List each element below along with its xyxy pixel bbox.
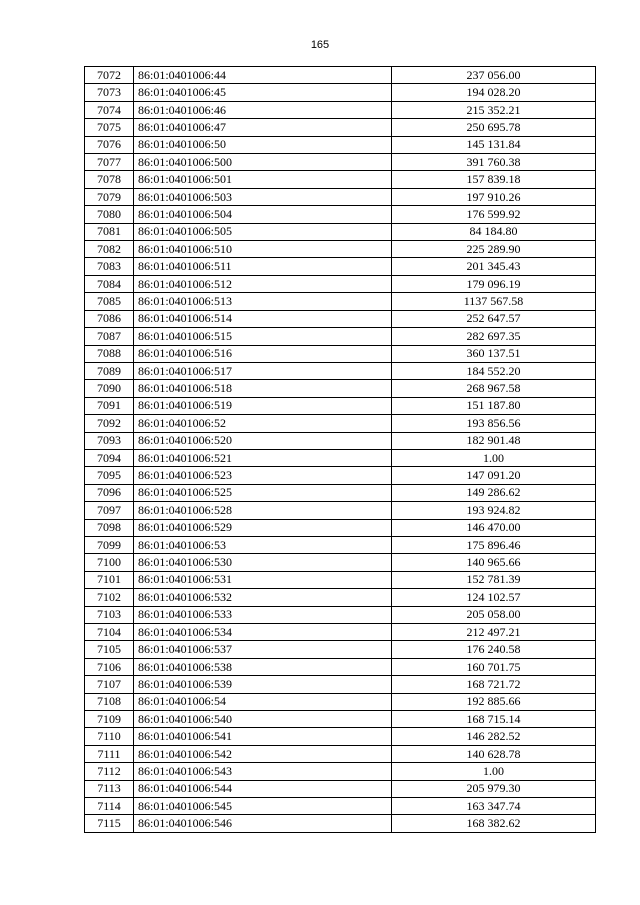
cadastral-number-cell: 86:01:0401006:520: [134, 432, 392, 449]
cadastral-value-cell: 145 131.84: [392, 136, 596, 153]
table-row: [85, 467, 596, 484]
table-row: [85, 154, 596, 171]
row-number-cell: 7113: [85, 780, 134, 797]
cadastral-value-table: [84, 66, 596, 833]
table-row: [85, 571, 596, 588]
table-row: [85, 171, 596, 188]
row-number-cell: 7107: [85, 676, 134, 693]
row-number-cell: 7084: [85, 275, 134, 292]
row-number-cell: 7087: [85, 328, 134, 345]
cadastral-value-cell: 176 240.58: [392, 641, 596, 658]
row-number-cell: 7080: [85, 206, 134, 223]
table-row: [85, 241, 596, 258]
cadastral-number-cell: 86:01:0401006:539: [134, 676, 392, 693]
cadastral-number-cell: 86:01:0401006:45: [134, 84, 392, 101]
table-row: [85, 815, 596, 832]
table-body: [85, 67, 596, 833]
cadastral-number-cell: 86:01:0401006:531: [134, 571, 392, 588]
cadastral-number-cell: 86:01:0401006:511: [134, 258, 392, 275]
row-number-cell: 7115: [85, 815, 134, 832]
cadastral-value-cell: 237 056.00: [392, 67, 596, 84]
cadastral-number-cell: 86:01:0401006:519: [134, 397, 392, 414]
row-number-cell: 7097: [85, 502, 134, 519]
cadastral-number-cell: 86:01:0401006:50: [134, 136, 392, 153]
cadastral-value-cell: 84 184.80: [392, 223, 596, 240]
row-number-cell: 7101: [85, 571, 134, 588]
row-number-cell: 7112: [85, 763, 134, 780]
cadastral-number-cell: 86:01:0401006:541: [134, 728, 392, 745]
cadastral-number-cell: 86:01:0401006:521: [134, 449, 392, 466]
cadastral-value-cell: 1.00: [392, 763, 596, 780]
table-row: [85, 606, 596, 623]
cadastral-number-cell: 86:01:0401006:47: [134, 119, 392, 136]
row-number-cell: 7072: [85, 67, 134, 84]
table-row: [85, 693, 596, 710]
cadastral-value-cell: 152 781.39: [392, 571, 596, 588]
table-row: [85, 328, 596, 345]
cadastral-number-cell: 86:01:0401006:525: [134, 484, 392, 501]
cadastral-number-cell: 86:01:0401006:538: [134, 658, 392, 675]
row-number-cell: 7093: [85, 432, 134, 449]
row-number-cell: 7077: [85, 154, 134, 171]
table-row: [85, 798, 596, 815]
table-row: [85, 101, 596, 118]
cadastral-number-cell: 86:01:0401006:46: [134, 101, 392, 118]
cadastral-value-cell: 140 628.78: [392, 745, 596, 762]
row-number-cell: 7076: [85, 136, 134, 153]
page-number: 165: [310, 39, 330, 51]
table-row: [85, 136, 596, 153]
cadastral-number-cell: 86:01:0401006:523: [134, 467, 392, 484]
row-number-cell: 7106: [85, 658, 134, 675]
row-number-cell: 7081: [85, 223, 134, 240]
cadastral-value-cell: 163 347.74: [392, 798, 596, 815]
cadastral-number-cell: 86:01:0401006:528: [134, 502, 392, 519]
row-number-cell: 7079: [85, 188, 134, 205]
row-number-cell: 7105: [85, 641, 134, 658]
cadastral-number-cell: 86:01:0401006:517: [134, 362, 392, 379]
cadastral-value-cell: 205 058.00: [392, 606, 596, 623]
cadastral-value-cell: 146 282.52: [392, 728, 596, 745]
cadastral-number-cell: 86:01:0401006:545: [134, 798, 392, 815]
row-number-cell: 7100: [85, 554, 134, 571]
cadastral-value-cell: 184 552.20: [392, 362, 596, 379]
table-row: [85, 397, 596, 414]
cadastral-value-cell: 205 979.30: [392, 780, 596, 797]
cadastral-value-cell: 151 187.80: [392, 397, 596, 414]
table-row: [85, 415, 596, 432]
table-row: [85, 275, 596, 292]
cadastral-value-cell: 197 910.26: [392, 188, 596, 205]
cadastral-value-cell: 147 091.20: [392, 467, 596, 484]
row-number-cell: 7104: [85, 624, 134, 641]
table-row: [85, 119, 596, 136]
row-number-cell: 7089: [85, 362, 134, 379]
row-number-cell: 7092: [85, 415, 134, 432]
cadastral-value-cell: 192 885.66: [392, 693, 596, 710]
cadastral-number-cell: 86:01:0401006:510: [134, 241, 392, 258]
cadastral-value-cell: 201 345.43: [392, 258, 596, 275]
table-row: [85, 589, 596, 606]
cadastral-number-cell: 86:01:0401006:514: [134, 310, 392, 327]
cadastral-number-cell: 86:01:0401006:501: [134, 171, 392, 188]
cadastral-number-cell: 86:01:0401006:530: [134, 554, 392, 571]
cadastral-number-cell: 86:01:0401006:534: [134, 624, 392, 641]
cadastral-number-cell: 86:01:0401006:546: [134, 815, 392, 832]
cadastral-number-cell: 86:01:0401006:44: [134, 67, 392, 84]
table-row: [85, 658, 596, 675]
cadastral-value-cell: 146 470.00: [392, 519, 596, 536]
table-row: [85, 293, 596, 310]
cadastral-number-cell: 86:01:0401006:533: [134, 606, 392, 623]
row-number-cell: 7110: [85, 728, 134, 745]
table-row: [85, 310, 596, 327]
cadastral-number-cell: 86:01:0401006:537: [134, 641, 392, 658]
table-row: [85, 67, 596, 84]
cadastral-number-cell: 86:01:0401006:505: [134, 223, 392, 240]
row-number-cell: 7094: [85, 449, 134, 466]
cadastral-value-cell: 176 599.92: [392, 206, 596, 223]
cadastral-value-cell: 175 896.46: [392, 536, 596, 553]
cadastral-value-cell: 124 102.57: [392, 589, 596, 606]
cadastral-number-cell: 86:01:0401006:54: [134, 693, 392, 710]
row-number-cell: 7114: [85, 798, 134, 815]
cadastral-value-cell: 282 697.35: [392, 328, 596, 345]
table-row: [85, 745, 596, 762]
row-number-cell: 7095: [85, 467, 134, 484]
table-row: [85, 484, 596, 501]
cadastral-number-cell: 86:01:0401006:516: [134, 345, 392, 362]
cadastral-number-cell: 86:01:0401006:543: [134, 763, 392, 780]
table-row: [85, 763, 596, 780]
row-number-cell: 7096: [85, 484, 134, 501]
table-row: [85, 711, 596, 728]
table-row: [85, 223, 596, 240]
table-row: [85, 345, 596, 362]
table-row: [85, 641, 596, 658]
cadastral-number-cell: 86:01:0401006:532: [134, 589, 392, 606]
table-row: [85, 380, 596, 397]
row-number-cell: 7102: [85, 589, 134, 606]
cadastral-value-cell: 194 028.20: [392, 84, 596, 101]
cadastral-value-cell: 157 839.18: [392, 171, 596, 188]
cadastral-value-cell: 391 760.38: [392, 154, 596, 171]
cadastral-number-cell: 86:01:0401006:512: [134, 275, 392, 292]
cadastral-number-cell: 86:01:0401006:540: [134, 711, 392, 728]
table-row: [85, 554, 596, 571]
row-number-cell: 7083: [85, 258, 134, 275]
cadastral-number-cell: 86:01:0401006:515: [134, 328, 392, 345]
row-number-cell: 7103: [85, 606, 134, 623]
row-number-cell: 7074: [85, 101, 134, 118]
row-number-cell: 7078: [85, 171, 134, 188]
row-number-cell: 7091: [85, 397, 134, 414]
cadastral-value-cell: 168 715.14: [392, 711, 596, 728]
cadastral-value-cell: 179 096.19: [392, 275, 596, 292]
row-number-cell: 7109: [85, 711, 134, 728]
cadastral-value-cell: 215 352.21: [392, 101, 596, 118]
row-number-cell: 7085: [85, 293, 134, 310]
cadastral-value-cell: 225 289.90: [392, 241, 596, 258]
cadastral-value-cell: 193 856.56: [392, 415, 596, 432]
cadastral-value-cell: 168 382.62: [392, 815, 596, 832]
table-row: [85, 206, 596, 223]
table-row: [85, 188, 596, 205]
cadastral-value-cell: 149 286.62: [392, 484, 596, 501]
table-row: [85, 362, 596, 379]
cadastral-number-cell: 86:01:0401006:529: [134, 519, 392, 536]
cadastral-value-cell: 182 901.48: [392, 432, 596, 449]
row-number-cell: 7090: [85, 380, 134, 397]
row-number-cell: 7073: [85, 84, 134, 101]
cadastral-value-cell: 160 701.75: [392, 658, 596, 675]
row-number-cell: 7098: [85, 519, 134, 536]
row-number-cell: 7086: [85, 310, 134, 327]
row-number-cell: 7108: [85, 693, 134, 710]
row-number-cell: 7111: [85, 745, 134, 762]
row-number-cell: 7099: [85, 536, 134, 553]
table-row: [85, 519, 596, 536]
cadastral-value-cell: 360 137.51: [392, 345, 596, 362]
cadastral-number-cell: 86:01:0401006:53: [134, 536, 392, 553]
row-number-cell: 7075: [85, 119, 134, 136]
table-row: [85, 502, 596, 519]
table-row: [85, 676, 596, 693]
table-row: [85, 449, 596, 466]
table-row: [85, 432, 596, 449]
cadastral-value-cell: 250 695.78: [392, 119, 596, 136]
table-row: [85, 258, 596, 275]
cadastral-number-cell: 86:01:0401006:500: [134, 154, 392, 171]
cadastral-number-cell: 86:01:0401006:504: [134, 206, 392, 223]
cadastral-number-cell: 86:01:0401006:503: [134, 188, 392, 205]
table-row: [85, 536, 596, 553]
table-row: [85, 624, 596, 641]
cadastral-value-cell: 168 721.72: [392, 676, 596, 693]
cadastral-number-cell: 86:01:0401006:518: [134, 380, 392, 397]
row-number-cell: 7082: [85, 241, 134, 258]
cadastral-value-cell: 140 965.66: [392, 554, 596, 571]
cadastral-value-cell: 268 967.58: [392, 380, 596, 397]
cadastral-value-cell: 212 497.21: [392, 624, 596, 641]
table-row: [85, 780, 596, 797]
cadastral-value-cell: 193 924.82: [392, 502, 596, 519]
row-number-cell: 7088: [85, 345, 134, 362]
cadastral-value-cell: 1137 567.58: [392, 293, 596, 310]
cadastral-number-cell: 86:01:0401006:542: [134, 745, 392, 762]
table-row: [85, 84, 596, 101]
cadastral-number-cell: 86:01:0401006:544: [134, 780, 392, 797]
table-row: [85, 728, 596, 745]
cadastral-value-cell: 252 647.57: [392, 310, 596, 327]
cadastral-value-cell: 1.00: [392, 449, 596, 466]
cadastral-number-cell: 86:01:0401006:52: [134, 415, 392, 432]
cadastral-number-cell: 86:01:0401006:513: [134, 293, 392, 310]
